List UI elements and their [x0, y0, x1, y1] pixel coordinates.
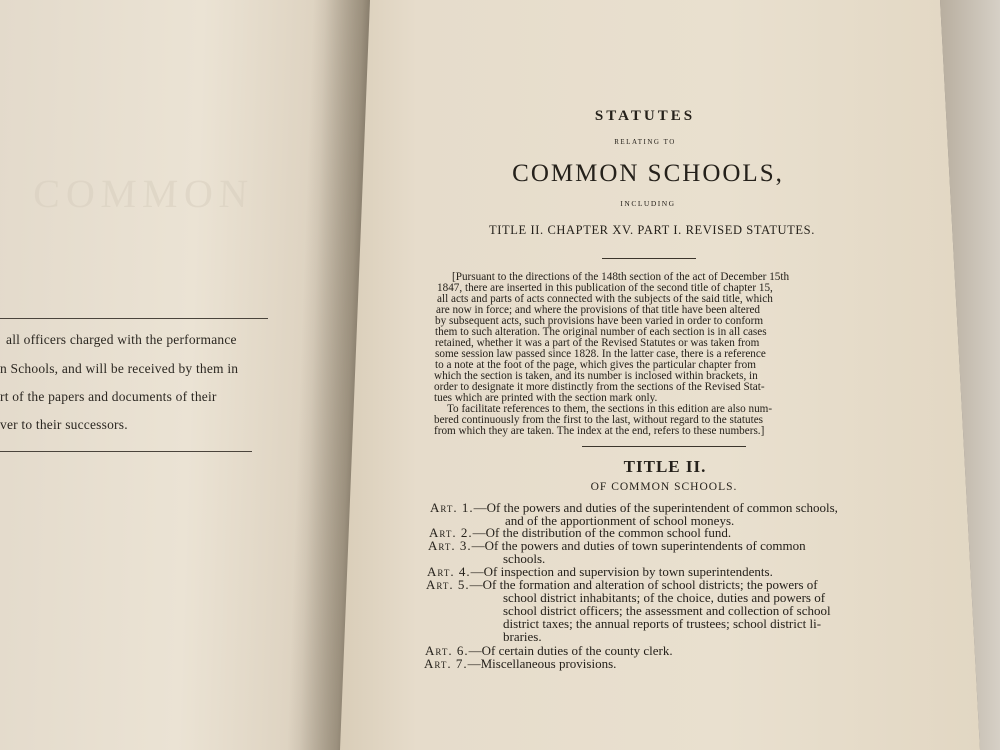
article-text: —Of the distribution of the common school fund. [472, 525, 732, 540]
heading-statutes: STATUTES [594, 108, 696, 124]
title-subheading: OF COMMON SCHOOLS. [590, 481, 738, 493]
article-label: Art. 4. [427, 564, 471, 579]
note-line: retained, whether it was a part of the Revised Statutes or was taken from [435, 337, 760, 349]
note-line: which the section is taken, and its number is inclosed within brackets, in [434, 370, 758, 382]
title-divider [602, 258, 696, 259]
note-line: are now in force; and where the provisions of that title have been altered [436, 304, 761, 316]
note-line: by subsequent acts, such provisions have been varied in order to conform [435, 315, 764, 327]
article-label: Art. 2. [429, 525, 473, 540]
main-title: COMMON SCHOOLS, [512, 160, 784, 187]
left-bottom-rule [0, 451, 252, 452]
bleed-through-text: COMMON [32, 171, 255, 216]
article-text: —Of the formation and alteration of school districts; the powers of [469, 577, 818, 592]
article-label: Art. 3. [428, 538, 472, 553]
note-line: bered continuously from the first to the last, without regard to the statutes [434, 414, 764, 426]
note-line: order to designate it more distinctly from the sections of the Revised Stat- [434, 381, 765, 393]
subtitle: TITLE II. CHAPTER XV. PART I. REVISED STATUTES. [489, 223, 815, 237]
note-line: them to such alteration. The original number of each section is in all cases [435, 326, 767, 338]
note-line: [Pursuant to the directions of the 148th section of the act of December 15th [452, 271, 790, 283]
relating-to: RELATING TO [614, 138, 676, 146]
left-line-3: rt of the papers and documents of their [0, 389, 217, 404]
note-line: to a note at the foot of the page, which gives the particular chapter from [435, 359, 756, 371]
note-line: all acts and parts of acts connected with the subjects of the said title, which [437, 293, 773, 305]
left-line-2: n Schools, and will be received by them in [0, 361, 239, 376]
article-label: Art. 1. [430, 500, 474, 515]
article-5-cont: district taxes; the annual reports of trustees; school district li- [503, 616, 822, 631]
left-line-4: ver to their successors. [0, 417, 128, 432]
article-text: —Miscellaneous provisions. [467, 656, 617, 671]
including-label: INCLUDING [620, 199, 676, 208]
note-line: some session law passed since 1828. In the latter case, there is a reference [435, 348, 766, 360]
title-heading: TITLE II. [623, 457, 707, 476]
article-7 [424, 657, 616, 670]
note-line: To facilitate references to them, the sections in this edition are also num- [447, 403, 773, 415]
note-line: 1847, there are inserted in this publication of the second title of chapter 15, [437, 282, 773, 294]
article-5-cont: school district inhabitants; of the choice, duties and powers of [503, 590, 826, 605]
article-5-cont: school district officers; the assessment and collection of school [503, 603, 831, 618]
article-text: —Of certain duties of the county clerk. [468, 643, 673, 658]
article-1-cont: and of the apportionment of school moneys. [505, 513, 735, 528]
article-3 [428, 539, 806, 552]
article-label: Art. 5. [426, 577, 470, 592]
note-line: tues which are printed with the section mark only. [434, 392, 658, 404]
note-line: from which they are taken. The index at the end, refers to these numbers.] [434, 425, 765, 437]
left-line-1: all officers charged with the performance [6, 332, 237, 347]
note-divider [582, 446, 746, 447]
article-5-cont: braries. [503, 629, 542, 644]
article-text: —Of the powers and duties of town superintendents of common [471, 538, 806, 553]
article-label: Art. 6. [425, 643, 469, 658]
article-3-cont: schools. [503, 551, 546, 566]
article-label: Art. 7. [424, 656, 468, 671]
article-text: —Of the powers and duties of the superintendent of common schools, [473, 500, 838, 515]
article-text: —Of inspection and supervision by town superintendents. [470, 564, 773, 579]
left-top-rule [0, 318, 268, 319]
